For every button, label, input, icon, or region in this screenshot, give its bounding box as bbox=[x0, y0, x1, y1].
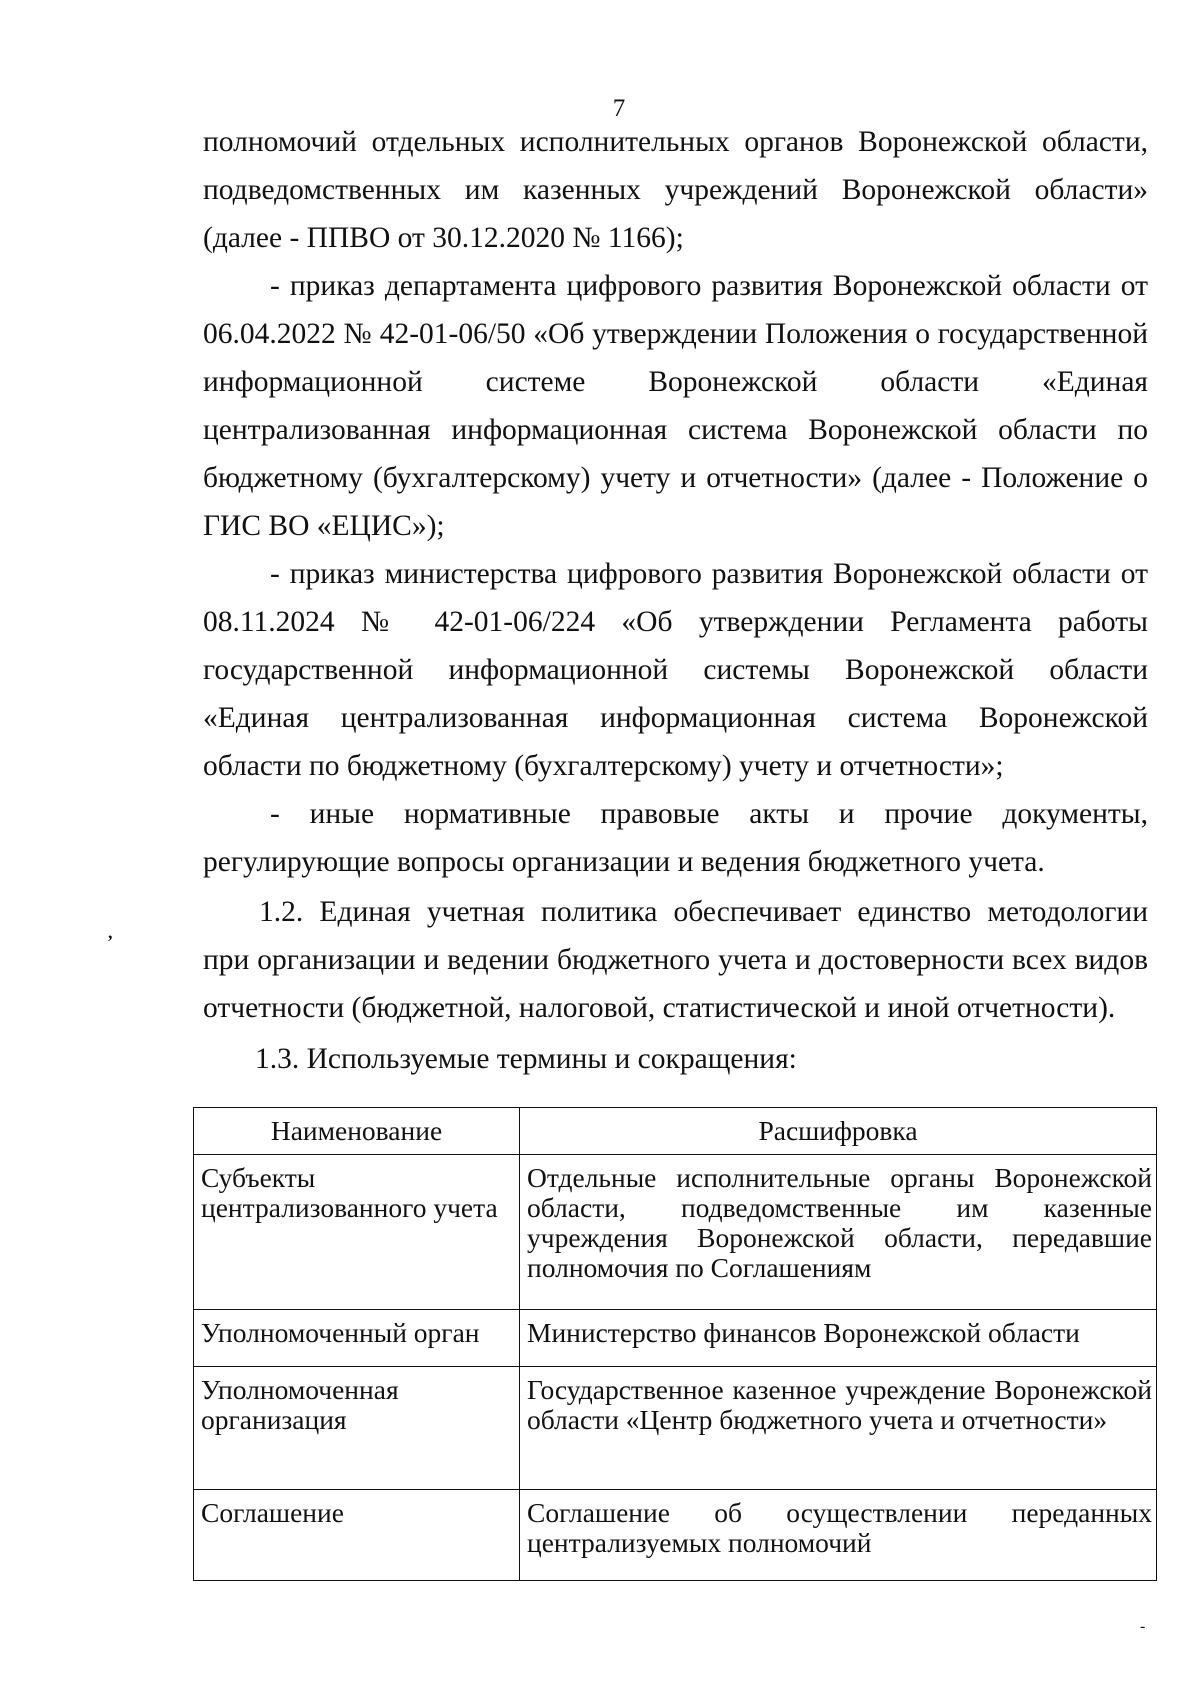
term-deciphering: Государственное казенное учреждение Воронежской области «Центр бюджетного учета и отчетности» bbox=[520, 1367, 1157, 1490]
table-row bbox=[194, 1490, 1157, 1581]
table-row bbox=[194, 1155, 1157, 1310]
term-name: Уполномоченная организация bbox=[194, 1367, 520, 1490]
term-name: Субъекты централизованного учета bbox=[194, 1155, 520, 1310]
term-deciphering: Соглашение об осуществлении переданных централизуемых полномочий bbox=[520, 1490, 1157, 1581]
term-name: Уполномоченный орган bbox=[194, 1310, 520, 1367]
margin-mark: , bbox=[108, 922, 113, 942]
paragraph-continuation: полномочий отдельных исполнительных органов Воронежской области, подведомственных им казенных учреждений Воронежской области» (далее - ППВО от 30.12.2020 № 1166); bbox=[203, 126, 1148, 254]
corner-mark: - bbox=[1140, 1618, 1146, 1635]
term-name: Соглашение bbox=[194, 1490, 520, 1581]
column-header-name: Наименование bbox=[194, 1108, 520, 1155]
paragraph-1-3-heading: 1.3. Используемые термины и сокращения: bbox=[255, 1043, 797, 1075]
table-header-row bbox=[194, 1108, 1157, 1155]
page-number: 7 bbox=[612, 95, 626, 122]
document-body bbox=[203, 118, 1148, 1083]
table-row bbox=[194, 1310, 1157, 1367]
paragraph-other-acts: - иные нормативные правовые акты и прочие документы, регулирующие вопросы организации и ведения бюджетного учета. bbox=[203, 798, 1148, 878]
terms-table bbox=[193, 1107, 1157, 1581]
paragraph-order-digital-dept: - приказ департамента цифрового развития Воронежской области от 06.04.2022 № 42-01-06/50 «Об утверждении Положения о государственной информационной системе Воронежской области «Единая централизованная информационная система Воронежской области по бюджетному (бухгалтерскому) учету и отчетности» (далее - Положение о ГИС ВО «ЕЦИС»); bbox=[203, 270, 1148, 542]
paragraph-order-digital-ministry: - приказ министерства цифрового развития Воронежской области от 08.11.2024 № 42-01-06/224 «Об утверждении Регламента работы государственной информационной системы Воронежской области «Единая централизованная информационная система Воронежской области по бюджетному (бухгалтерскому) учету и отчетности»; bbox=[203, 558, 1148, 782]
paragraph-1-2: 1.2. Единая учетная политика обеспечивает единство методологии при организации и ведении бюджетного учета и достоверности всех видов отчетности (бюджетной, налоговой, статистической и иной отчетности). bbox=[203, 896, 1148, 1024]
term-deciphering: Министерство финансов Воронежской области bbox=[520, 1310, 1157, 1367]
table-row bbox=[194, 1367, 1157, 1490]
column-header-deciphering: Расшифровка bbox=[520, 1108, 1157, 1155]
term-deciphering: Отдельные исполнительные органы Воронежской области, подведомственные им казенные учреждения Воронежской области, передавшие полномочия по Соглашениям bbox=[520, 1155, 1157, 1310]
